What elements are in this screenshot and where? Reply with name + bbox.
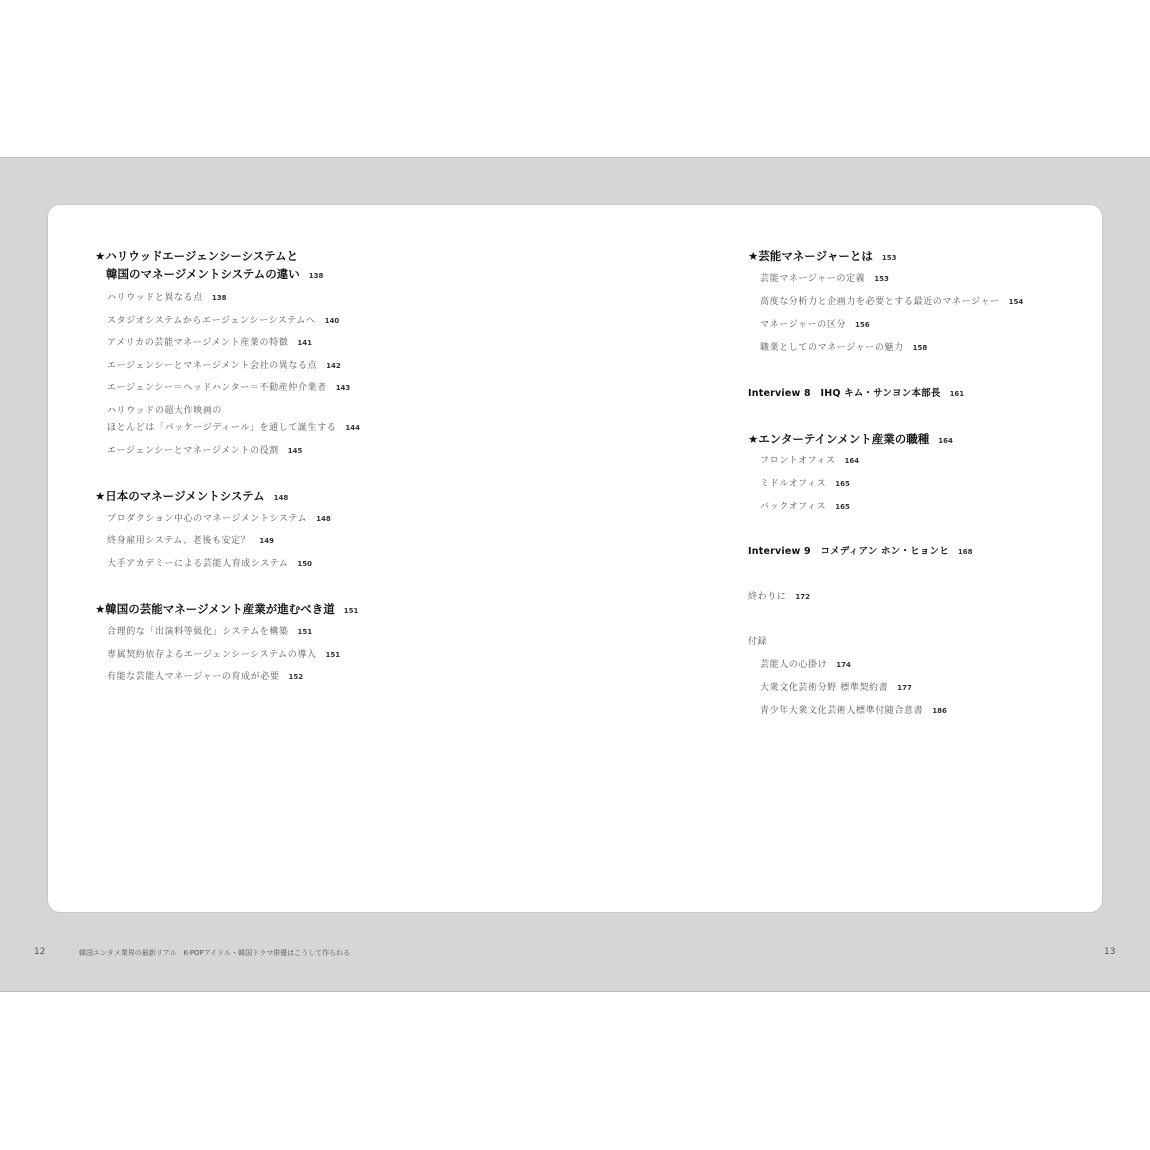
page-number: 148 xyxy=(316,515,331,523)
toc-item: ハリウッドと異なる点 138 xyxy=(107,293,227,303)
right-page-number: 13 xyxy=(1104,947,1116,957)
page-number: 153 xyxy=(881,254,897,262)
toc-item: 有能な芸能人マネージャーの育成が必要 152 xyxy=(107,672,304,682)
closing-entry: 終わりに 172 xyxy=(748,592,811,602)
toc-item: ハリウッドの超大作映画の xyxy=(107,406,223,416)
toc-item: 芸能マネージャーの定義 153 xyxy=(760,274,889,284)
toc-item: フロントオフィス 164 xyxy=(760,456,860,466)
toc-item: エージェンシーとマネージメントの役割 145 xyxy=(107,446,303,456)
page-number: 174 xyxy=(836,661,851,669)
toc-item: 合理的な「出演料等級化」システムを構築 151 xyxy=(107,627,313,637)
left-page-number: 12 xyxy=(34,947,46,957)
toc-item: 専属契約依存よるエージェンシーシステムの導入 151 xyxy=(107,650,341,660)
running-title: 韓国エンタメ業界の最新リアル K-POPアイドル・韓国ドラマ俳優はこうして作られる xyxy=(79,949,351,957)
page-number: 172 xyxy=(795,593,811,601)
page-number: 165 xyxy=(835,480,850,488)
page-number: 151 xyxy=(325,651,341,659)
toc-item: エージェンシー＝ヘッドハンター＝不動産仲介業者 143 xyxy=(107,383,351,393)
book-spread xyxy=(0,157,1150,992)
page-number: 164 xyxy=(938,437,953,445)
page-number: 165 xyxy=(835,503,850,511)
contents-panel xyxy=(47,204,1103,913)
toc-item: マネージャーの区分 156 xyxy=(760,320,870,330)
page-number: 152 xyxy=(288,673,304,681)
page-number: 156 xyxy=(855,321,870,329)
toc-item: ミドルオフィス 165 xyxy=(760,479,850,489)
page-number: 186 xyxy=(932,707,947,715)
page-number: 149 xyxy=(259,537,274,545)
page-number: 138 xyxy=(308,272,324,280)
interview-entry: Interview 8 IHQ キム・サンヨン本部長 161 xyxy=(748,388,965,399)
toc-item: 大衆文化芸術分野 標準契約書 177 xyxy=(760,683,912,693)
page-number: 161 xyxy=(949,390,965,398)
page-number: 151 xyxy=(297,628,313,636)
page-number: 148 xyxy=(273,494,289,502)
section-title-line: ★芸能マネージャーとは 153 xyxy=(748,249,897,263)
toc-item: 大手アカデミーによる芸能人育成システム 150 xyxy=(107,559,313,569)
page-number: 168 xyxy=(957,548,973,556)
page-number: 164 xyxy=(844,457,860,465)
toc-item: 終身雇用システム、老後も安定？ 149 xyxy=(107,536,274,546)
section-title-line: ★日本のマネージメントシステム 148 xyxy=(95,489,289,503)
section-title-line: ★エンターテインメント産業の職種 164 xyxy=(748,432,953,446)
toc-item: 青少年大衆文化芸術人標準付随合意書 186 xyxy=(760,706,947,716)
toc-item: スタジオシステムからエージェンシーシステムへ 140 xyxy=(107,316,340,326)
page-number: 151 xyxy=(343,607,359,615)
page-number: 158 xyxy=(912,344,928,352)
page-number: 153 xyxy=(874,275,889,283)
section-title-line: ★ハリウッドエージェンシーシステムと xyxy=(95,249,298,263)
interview-entry: Interview 9 コメディアン ホン・ヒョンヒ 168 xyxy=(748,546,973,557)
page-number: 138 xyxy=(211,294,227,302)
page-number: 140 xyxy=(324,317,340,325)
toc-item: 職業としてのマネージャーの魅力 158 xyxy=(760,343,928,353)
page-number: 145 xyxy=(287,447,303,455)
page-number: 177 xyxy=(897,684,912,692)
page-number: 150 xyxy=(297,560,313,568)
toc-item: エージェンシーとマネージメント会社の異なる点 142 xyxy=(107,361,341,371)
section-title-line: ★韓国の芸能マネージメント産業が進むべき道 151 xyxy=(95,602,359,616)
toc-item: アメリカの芸能マネージメント産業の特徴 141 xyxy=(107,338,312,348)
toc-item: バックオフィス 165 xyxy=(760,502,850,512)
section-title-line: 韓国のマネージメントシステムの違い 138 xyxy=(106,267,324,281)
page-number: 143 xyxy=(335,384,351,392)
toc-item: 高度な分析力と企画力を必要とする最近のマネージャー 154 xyxy=(760,297,1024,307)
toc-item: プロダクション中心のマネージメントシステム 148 xyxy=(107,514,331,524)
toc-item: 芸能人の心掛け 174 xyxy=(760,660,851,670)
page-number: 154 xyxy=(1008,298,1024,306)
page-number: 141 xyxy=(297,339,312,347)
appendix-title: 付録 xyxy=(748,637,768,647)
toc-item: ほとんどは「パッケージディール」を通して誕生する 144 xyxy=(107,423,360,433)
page-number: 142 xyxy=(326,362,341,370)
page-number: 144 xyxy=(345,424,360,432)
